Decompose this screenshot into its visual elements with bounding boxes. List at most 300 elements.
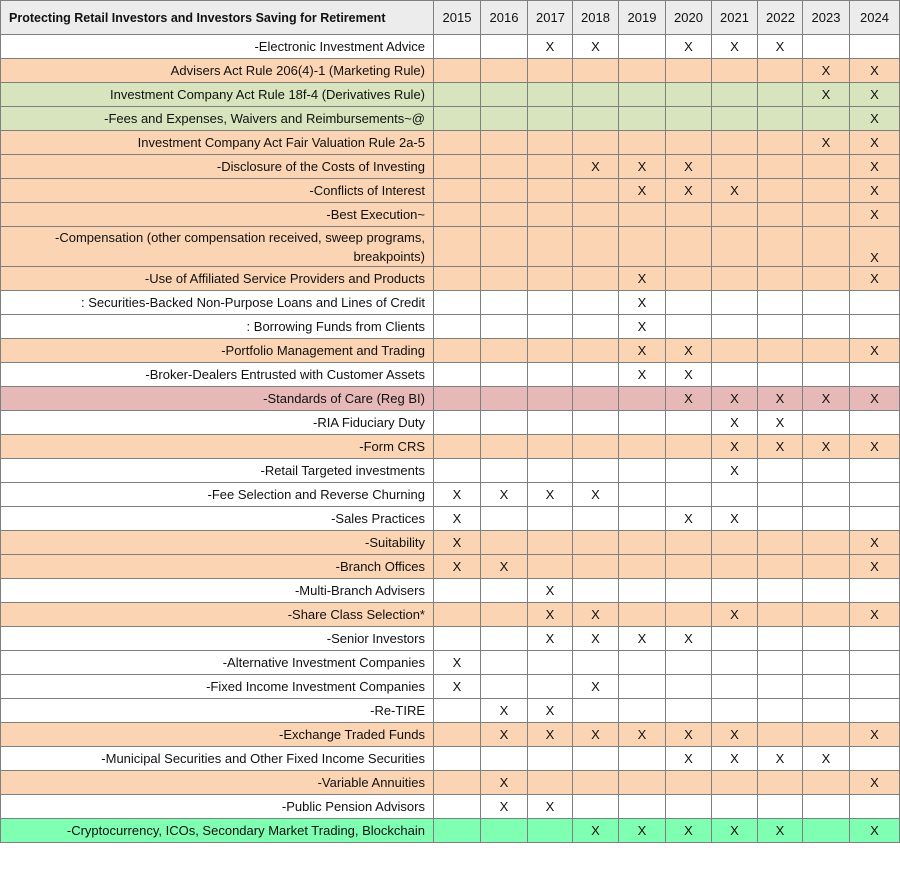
year-mark-cell [619, 107, 666, 131]
year-mark-cell [619, 227, 666, 267]
year-mark-cell [481, 603, 528, 627]
table-row [1, 315, 900, 339]
topic-label: -Alternative Investment Companies [1, 651, 434, 675]
year-mark-cell: X [850, 179, 900, 203]
year-mark-cell [573, 771, 619, 795]
year-mark-cell [573, 459, 619, 483]
year-mark-cell: X [666, 387, 712, 411]
year-mark-cell [481, 387, 528, 411]
year-header: 2015 [434, 1, 481, 35]
year-mark-cell [481, 459, 528, 483]
table-row [1, 771, 900, 795]
year-mark-cell: X [528, 603, 573, 627]
year-mark-cell [528, 771, 573, 795]
year-mark-cell [712, 339, 758, 363]
year-mark-cell: X [573, 819, 619, 843]
year-mark-cell [481, 83, 528, 107]
year-mark-cell: X [573, 35, 619, 59]
year-mark-cell [803, 227, 850, 267]
year-mark-cell [758, 131, 803, 155]
year-mark-cell [803, 203, 850, 227]
year-mark-cell [619, 387, 666, 411]
topic-label: -Disclosure of the Costs of Investing [1, 155, 434, 179]
year-mark-cell [803, 699, 850, 723]
year-mark-cell: X [481, 699, 528, 723]
year-mark-cell [666, 459, 712, 483]
year-mark-cell [803, 531, 850, 555]
table-row [1, 675, 900, 699]
table-row [1, 747, 900, 771]
topic-label: -Re-TIRE [1, 699, 434, 723]
year-mark-cell: X [712, 723, 758, 747]
table-row [1, 155, 900, 179]
year-mark-cell [666, 483, 712, 507]
year-mark-cell: X [666, 339, 712, 363]
year-mark-cell [666, 795, 712, 819]
year-mark-cell [481, 227, 528, 267]
year-mark-cell [850, 315, 900, 339]
year-mark-cell: X [528, 699, 573, 723]
year-mark-cell [573, 531, 619, 555]
year-mark-cell [758, 507, 803, 531]
year-mark-cell: X [850, 203, 900, 227]
year-mark-cell [434, 411, 481, 435]
year-mark-cell: X [758, 435, 803, 459]
year-mark-cell [666, 531, 712, 555]
year-mark-cell [758, 723, 803, 747]
year-mark-cell [619, 83, 666, 107]
year-mark-cell [712, 155, 758, 179]
year-mark-cell: X [481, 723, 528, 747]
topic-label: -Retail Targeted investments [1, 459, 434, 483]
topic-label: -Compensation (other compensation received, sweep programs, breakpoints) [1, 227, 434, 267]
year-mark-cell [803, 795, 850, 819]
year-mark-cell: X [434, 555, 481, 579]
year-mark-cell [758, 555, 803, 579]
year-mark-cell [803, 651, 850, 675]
year-mark-cell [803, 723, 850, 747]
year-mark-cell [481, 107, 528, 131]
topic-label: -Broker-Dealers Entrusted with Customer Assets [1, 363, 434, 387]
year-mark-cell: X [850, 267, 900, 291]
year-mark-cell [528, 531, 573, 555]
year-mark-cell: X [666, 747, 712, 771]
table-row [1, 291, 900, 315]
year-mark-cell [573, 131, 619, 155]
year-mark-cell [528, 291, 573, 315]
year-mark-cell [434, 699, 481, 723]
year-mark-cell [803, 179, 850, 203]
year-mark-cell [712, 579, 758, 603]
year-mark-cell [619, 675, 666, 699]
year-mark-cell [528, 411, 573, 435]
year-mark-cell [481, 579, 528, 603]
year-mark-cell [619, 411, 666, 435]
year-mark-cell [712, 267, 758, 291]
year-mark-cell [528, 315, 573, 339]
year-mark-cell [528, 155, 573, 179]
year-mark-cell [758, 627, 803, 651]
year-mark-cell [850, 291, 900, 315]
year-mark-cell: X [619, 291, 666, 315]
year-mark-cell [712, 291, 758, 315]
year-mark-cell [666, 267, 712, 291]
year-mark-cell [573, 291, 619, 315]
year-mark-cell [528, 59, 573, 83]
year-mark-cell [481, 747, 528, 771]
year-mark-cell [758, 363, 803, 387]
year-mark-cell [573, 411, 619, 435]
year-mark-cell [528, 131, 573, 155]
year-mark-cell: X [666, 627, 712, 651]
year-mark-cell [481, 651, 528, 675]
year-mark-cell [434, 723, 481, 747]
year-mark-cell [758, 155, 803, 179]
year-mark-cell [434, 131, 481, 155]
year-mark-cell: X [434, 675, 481, 699]
year-mark-cell: X [528, 723, 573, 747]
year-mark-cell: X [712, 387, 758, 411]
year-mark-cell: X [758, 387, 803, 411]
year-mark-cell [481, 315, 528, 339]
year-mark-cell [666, 131, 712, 155]
year-mark-cell: X [850, 227, 900, 267]
year-mark-cell [666, 107, 712, 131]
year-mark-cell [573, 203, 619, 227]
year-mark-cell: X [850, 131, 900, 155]
year-mark-cell [573, 83, 619, 107]
year-mark-cell [481, 339, 528, 363]
year-mark-cell: X [573, 155, 619, 179]
topic-label: -Use of Affiliated Service Providers and Products [1, 267, 434, 291]
year-mark-cell: X [850, 819, 900, 843]
year-mark-cell [481, 155, 528, 179]
year-mark-cell [481, 35, 528, 59]
year-mark-cell [619, 203, 666, 227]
year-mark-cell [803, 155, 850, 179]
year-mark-cell [573, 555, 619, 579]
year-mark-cell [712, 699, 758, 723]
year-mark-cell [803, 315, 850, 339]
year-mark-cell: X [666, 179, 712, 203]
year-mark-cell [850, 411, 900, 435]
year-mark-cell: X [850, 339, 900, 363]
year-mark-cell [434, 771, 481, 795]
year-mark-cell [803, 675, 850, 699]
year-mark-cell: X [619, 627, 666, 651]
year-header: 2018 [573, 1, 619, 35]
year-mark-cell [712, 795, 758, 819]
topic-label: -Share Class Selection* [1, 603, 434, 627]
year-mark-cell: X [619, 363, 666, 387]
year-mark-cell [481, 507, 528, 531]
year-mark-cell [619, 59, 666, 83]
year-mark-cell: X [666, 363, 712, 387]
year-mark-cell: X [712, 411, 758, 435]
year-mark-cell [573, 107, 619, 131]
year-mark-cell [619, 699, 666, 723]
year-mark-cell: X [619, 339, 666, 363]
year-mark-cell [803, 35, 850, 59]
year-mark-cell [481, 179, 528, 203]
table-title: Protecting Retail Investors and Investors Saving for Retirement [1, 1, 434, 35]
year-mark-cell [481, 291, 528, 315]
year-mark-cell [712, 107, 758, 131]
year-mark-cell [619, 531, 666, 555]
year-mark-cell [573, 363, 619, 387]
year-mark-cell [528, 675, 573, 699]
year-mark-cell: X [666, 35, 712, 59]
year-mark-cell [758, 603, 803, 627]
table-row [1, 819, 900, 843]
year-mark-cell [528, 459, 573, 483]
year-mark-cell [803, 555, 850, 579]
year-header: 2020 [666, 1, 712, 35]
table-row [1, 627, 900, 651]
year-mark-cell [481, 203, 528, 227]
year-mark-cell [481, 435, 528, 459]
year-header: 2023 [803, 1, 850, 35]
table-row [1, 59, 900, 83]
year-mark-cell [666, 651, 712, 675]
year-mark-cell [850, 363, 900, 387]
year-mark-cell: X [434, 507, 481, 531]
year-mark-cell: X [573, 723, 619, 747]
year-mark-cell [619, 579, 666, 603]
year-mark-cell [758, 291, 803, 315]
topic-label: -Public Pension Advisors [1, 795, 434, 819]
year-mark-cell: X [712, 35, 758, 59]
year-header: 2021 [712, 1, 758, 35]
year-mark-cell [434, 339, 481, 363]
year-mark-cell [850, 747, 900, 771]
year-mark-cell [758, 107, 803, 131]
year-mark-cell [803, 627, 850, 651]
year-mark-cell [528, 819, 573, 843]
year-mark-cell [758, 579, 803, 603]
year-mark-cell [758, 795, 803, 819]
year-mark-cell [850, 459, 900, 483]
topic-label: -RIA Fiduciary Duty [1, 411, 434, 435]
year-mark-cell [573, 267, 619, 291]
year-mark-cell [528, 267, 573, 291]
year-mark-cell [666, 771, 712, 795]
year-mark-cell [619, 35, 666, 59]
year-mark-cell [619, 483, 666, 507]
year-mark-cell [434, 747, 481, 771]
year-mark-cell [850, 507, 900, 531]
year-mark-cell [481, 819, 528, 843]
topic-label: : Securities-Backed Non-Purpose Loans and Lines of Credit [1, 291, 434, 315]
year-mark-cell: X [758, 819, 803, 843]
year-mark-cell: X [619, 267, 666, 291]
table-row [1, 699, 900, 723]
year-mark-cell: X [481, 795, 528, 819]
year-header: 2017 [528, 1, 573, 35]
year-mark-cell [803, 579, 850, 603]
year-mark-cell [666, 579, 712, 603]
table-row [1, 603, 900, 627]
year-mark-cell [803, 107, 850, 131]
year-mark-cell: X [619, 155, 666, 179]
year-mark-cell [481, 363, 528, 387]
year-mark-cell: X [666, 155, 712, 179]
year-mark-cell [803, 339, 850, 363]
year-mark-cell [803, 291, 850, 315]
year-mark-cell: X [758, 747, 803, 771]
year-mark-cell [573, 699, 619, 723]
topic-label: -Variable Annuities [1, 771, 434, 795]
year-mark-cell: X [528, 579, 573, 603]
header-row [1, 1, 900, 35]
year-mark-cell [528, 363, 573, 387]
year-mark-cell [758, 675, 803, 699]
year-mark-cell [758, 267, 803, 291]
year-mark-cell [434, 579, 481, 603]
year-mark-cell: X [850, 59, 900, 83]
year-mark-cell: X [850, 83, 900, 107]
year-mark-cell [481, 411, 528, 435]
year-mark-cell [803, 363, 850, 387]
year-mark-cell [481, 675, 528, 699]
year-mark-cell [712, 627, 758, 651]
year-mark-cell [528, 107, 573, 131]
year-mark-cell [619, 131, 666, 155]
year-mark-cell [434, 291, 481, 315]
year-mark-cell [619, 555, 666, 579]
year-mark-cell [434, 155, 481, 179]
year-mark-cell [619, 771, 666, 795]
year-mark-cell [712, 83, 758, 107]
topic-label: -Conflicts of Interest [1, 179, 434, 203]
year-mark-cell [434, 627, 481, 651]
table-row [1, 795, 900, 819]
year-header: 2016 [481, 1, 528, 35]
year-mark-cell [528, 179, 573, 203]
table-row [1, 507, 900, 531]
year-mark-cell [434, 35, 481, 59]
year-mark-cell [573, 795, 619, 819]
year-mark-cell: X [712, 179, 758, 203]
year-mark-cell [481, 267, 528, 291]
topic-label: -Best Execution~ [1, 203, 434, 227]
topic-label: : Borrowing Funds from Clients [1, 315, 434, 339]
year-mark-cell [850, 699, 900, 723]
topic-label: -Fixed Income Investment Companies [1, 675, 434, 699]
year-mark-cell [666, 203, 712, 227]
year-mark-cell [850, 627, 900, 651]
year-mark-cell [666, 59, 712, 83]
year-mark-cell: X [803, 387, 850, 411]
year-mark-cell [573, 59, 619, 83]
year-mark-cell [619, 795, 666, 819]
year-mark-cell [803, 267, 850, 291]
year-mark-cell [528, 339, 573, 363]
year-mark-cell: X [434, 483, 481, 507]
year-mark-cell [850, 35, 900, 59]
year-mark-cell [434, 795, 481, 819]
topic-label: -Cryptocurrency, ICOs, Secondary Market Trading, Blockchain [1, 819, 434, 843]
year-mark-cell [434, 603, 481, 627]
year-mark-cell [481, 131, 528, 155]
year-mark-cell [619, 507, 666, 531]
year-mark-cell: X [481, 555, 528, 579]
year-mark-cell [758, 315, 803, 339]
year-mark-cell [528, 227, 573, 267]
year-mark-cell [712, 555, 758, 579]
year-mark-cell [528, 555, 573, 579]
year-mark-cell [619, 435, 666, 459]
year-mark-cell [481, 59, 528, 83]
year-mark-cell: X [850, 723, 900, 747]
year-mark-cell [666, 603, 712, 627]
year-mark-cell [434, 107, 481, 131]
year-mark-cell [434, 179, 481, 203]
year-mark-cell: X [803, 131, 850, 155]
year-mark-cell [619, 603, 666, 627]
year-mark-cell: X [758, 35, 803, 59]
topic-label: -Form CRS [1, 435, 434, 459]
table-row [1, 531, 900, 555]
year-mark-cell: X [619, 315, 666, 339]
topic-label: -Sales Practices [1, 507, 434, 531]
year-mark-cell: X [850, 555, 900, 579]
topic-label: -Municipal Securities and Other Fixed Income Securities [1, 747, 434, 771]
year-mark-cell [434, 83, 481, 107]
year-mark-cell: X [528, 35, 573, 59]
year-mark-cell [619, 459, 666, 483]
year-mark-cell [758, 203, 803, 227]
year-mark-cell: X [434, 651, 481, 675]
year-mark-cell: X [712, 507, 758, 531]
table-row [1, 651, 900, 675]
year-mark-cell [528, 387, 573, 411]
table-row [1, 555, 900, 579]
table-row [1, 203, 900, 227]
year-mark-cell [803, 459, 850, 483]
year-mark-cell [803, 771, 850, 795]
year-mark-cell [803, 411, 850, 435]
table-row [1, 179, 900, 203]
year-header: 2022 [758, 1, 803, 35]
year-mark-cell [712, 363, 758, 387]
year-mark-cell [481, 627, 528, 651]
year-mark-cell [573, 747, 619, 771]
year-mark-cell [528, 203, 573, 227]
table-row [1, 35, 900, 59]
year-mark-cell [619, 747, 666, 771]
table-row [1, 227, 900, 267]
year-mark-cell: X [573, 627, 619, 651]
year-mark-cell [712, 203, 758, 227]
year-mark-cell: X [666, 507, 712, 531]
year-mark-cell [666, 699, 712, 723]
year-mark-cell: X [758, 411, 803, 435]
year-mark-cell: X [850, 771, 900, 795]
year-mark-cell: X [850, 435, 900, 459]
year-mark-cell [434, 435, 481, 459]
year-mark-cell [712, 771, 758, 795]
year-mark-cell [803, 819, 850, 843]
year-mark-cell [758, 179, 803, 203]
topic-label: Investment Company Act Rule 18f-4 (Derivatives Rule) [1, 83, 434, 107]
year-mark-cell: X [803, 59, 850, 83]
year-mark-cell [573, 507, 619, 531]
year-mark-cell: X [528, 483, 573, 507]
year-mark-cell: X [434, 531, 481, 555]
year-mark-cell [803, 603, 850, 627]
year-mark-cell [712, 59, 758, 83]
